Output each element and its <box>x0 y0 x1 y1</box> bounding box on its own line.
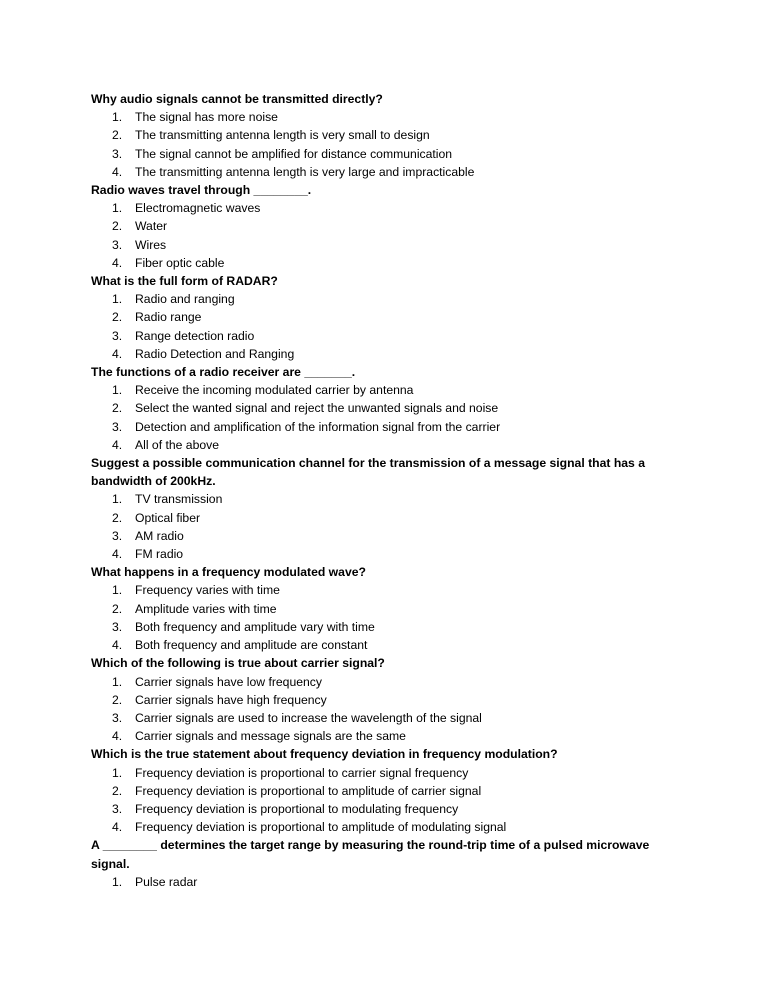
option-text: Optical fiber <box>135 510 201 525</box>
options-list <box>91 108 691 181</box>
question-text: A ________ determines the target range by measuring the round-trip time of a pulsed microwave signal. <box>91 838 650 871</box>
option-text: Carrier signals have high frequency <box>135 692 327 707</box>
option-item <box>91 199 691 217</box>
option-item <box>91 618 691 636</box>
options-list <box>91 873 691 891</box>
option-text: The transmitting antenna length is very small to design <box>135 128 430 143</box>
option-item <box>91 327 691 345</box>
question-block <box>91 745 691 836</box>
option-text: TV transmission <box>135 492 223 507</box>
option-item <box>91 581 691 599</box>
option-text: All of the above <box>135 437 220 452</box>
option-number: 2. <box>112 510 123 525</box>
option-item <box>91 673 691 691</box>
option-text: Pulse radar <box>135 874 198 889</box>
options-list <box>91 764 691 837</box>
option-item <box>91 399 691 417</box>
option-number: 4. <box>112 729 123 744</box>
option-number: 1. <box>112 201 123 216</box>
option-text: Frequency deviation is proportional to carrier signal frequency <box>135 765 469 780</box>
options-list <box>91 290 691 363</box>
option-item <box>91 873 691 891</box>
option-item <box>91 764 691 782</box>
option-text: The signal has more noise <box>135 110 278 125</box>
option-item <box>91 126 691 144</box>
option-text: Both frequency and amplitude are constant <box>135 638 368 653</box>
option-item <box>91 490 691 508</box>
option-number: 3. <box>112 237 123 252</box>
question-text: What happens in a frequency modulated wave? <box>91 565 366 580</box>
option-text: Radio range <box>135 310 202 325</box>
option-text: The signal cannot be amplified for distance communication <box>135 146 453 161</box>
question-text: Radio waves travel through ________. <box>91 183 312 198</box>
option-item <box>91 436 691 454</box>
question-block <box>91 181 691 272</box>
question-text: Which of the following is true about carrier signal? <box>91 656 385 671</box>
option-item <box>91 345 691 363</box>
option-number: 1. <box>112 110 123 125</box>
option-text: Both frequency and amplitude vary with time <box>135 619 375 634</box>
option-text: Carrier signals have low frequency <box>135 674 322 689</box>
option-item <box>91 818 691 836</box>
option-number: 1. <box>112 674 123 689</box>
option-number: 4. <box>112 164 123 179</box>
option-number: 3. <box>112 528 123 543</box>
question-block <box>91 272 691 363</box>
options-list <box>91 381 691 454</box>
option-number: 2. <box>112 692 123 707</box>
option-text: Carrier signals are used to increase the wavelength of the signal <box>135 710 482 725</box>
option-number: 4. <box>112 820 123 835</box>
option-text: Water <box>135 219 168 234</box>
question-text: Suggest a possible communication channel for the transmission of a message signal that has a bandwidth of 200kHz. <box>91 456 645 489</box>
option-text: Fiber optic cable <box>135 255 225 270</box>
option-number: 2. <box>112 783 123 798</box>
option-item <box>91 527 691 545</box>
option-text: Carrier signals and message signals are the same <box>135 729 406 744</box>
option-number: 1. <box>112 383 123 398</box>
option-number: 1. <box>112 874 123 889</box>
option-item <box>91 691 691 709</box>
option-item <box>91 727 691 745</box>
option-text: Frequency deviation is proportional to amplitude of modulating signal <box>135 820 507 835</box>
options-list <box>91 673 691 746</box>
options-list <box>91 581 691 654</box>
document-page <box>91 90 691 891</box>
option-number: 2. <box>112 601 123 616</box>
option-text: Radio Detection and Ranging <box>135 346 295 361</box>
option-text: Range detection radio <box>135 328 255 343</box>
option-number: 1. <box>112 765 123 780</box>
options-list <box>91 199 691 272</box>
option-number: 1. <box>112 583 123 598</box>
option-item <box>91 381 691 399</box>
option-item <box>91 800 691 818</box>
option-item <box>91 145 691 163</box>
option-text: FM radio <box>135 547 184 562</box>
option-text: Detection and amplification of the information signal from the carrier <box>135 419 501 434</box>
question-text: Which is the true statement about frequency deviation in frequency modulation? <box>91 747 558 762</box>
option-text: Radio and ranging <box>135 292 235 307</box>
option-number: 4. <box>112 346 123 361</box>
option-item <box>91 163 691 181</box>
option-item <box>91 308 691 326</box>
option-item <box>91 636 691 654</box>
option-text: Select the wanted signal and reject the unwanted signals and noise <box>135 401 499 416</box>
option-number: 3. <box>112 146 123 161</box>
option-item <box>91 418 691 436</box>
option-number: 1. <box>112 492 123 507</box>
option-number: 2. <box>112 219 123 234</box>
option-item <box>91 290 691 308</box>
option-number: 4. <box>112 638 123 653</box>
question-block <box>91 363 691 454</box>
question-block <box>91 654 691 745</box>
question-text: The functions of a radio receiver are _______. <box>91 365 356 380</box>
option-text: Frequency deviation is proportional to modulating frequency <box>135 801 459 816</box>
question-block <box>91 454 691 563</box>
option-item <box>91 782 691 800</box>
option-text: Frequency deviation is proportional to amplitude of carrier signal <box>135 783 482 798</box>
question-block <box>91 836 691 891</box>
option-number: 3. <box>112 619 123 634</box>
option-item <box>91 509 691 527</box>
option-number: 3. <box>112 801 123 816</box>
option-number: 1. <box>112 292 123 307</box>
option-item <box>91 709 691 727</box>
option-text: Wires <box>135 237 167 252</box>
option-text: Amplitude varies with time <box>135 601 277 616</box>
option-item <box>91 545 691 563</box>
option-number: 3. <box>112 328 123 343</box>
question-block <box>91 563 691 654</box>
option-number: 2. <box>112 310 123 325</box>
option-item <box>91 236 691 254</box>
option-number: 3. <box>112 419 123 434</box>
options-list <box>91 490 691 563</box>
question-text: Why audio signals cannot be transmitted directly? <box>91 92 383 106</box>
option-item <box>91 600 691 618</box>
option-number: 4. <box>112 255 123 270</box>
option-number: 3. <box>112 710 123 725</box>
option-text: Frequency varies with time <box>135 583 280 598</box>
question-block <box>91 90 691 181</box>
option-number: 2. <box>112 128 123 143</box>
option-text: Electromagnetic waves <box>135 201 261 216</box>
option-number: 4. <box>112 437 123 452</box>
question-text: What is the full form of RADAR? <box>91 274 278 289</box>
option-text: The transmitting antenna length is very large and impracticable <box>135 164 475 179</box>
option-item <box>91 254 691 272</box>
option-number: 4. <box>112 547 123 562</box>
option-number: 2. <box>112 401 123 416</box>
option-item <box>91 108 691 126</box>
option-text: Receive the incoming modulated carrier by antenna <box>135 383 414 398</box>
option-item <box>91 217 691 235</box>
option-text: AM radio <box>135 528 184 543</box>
